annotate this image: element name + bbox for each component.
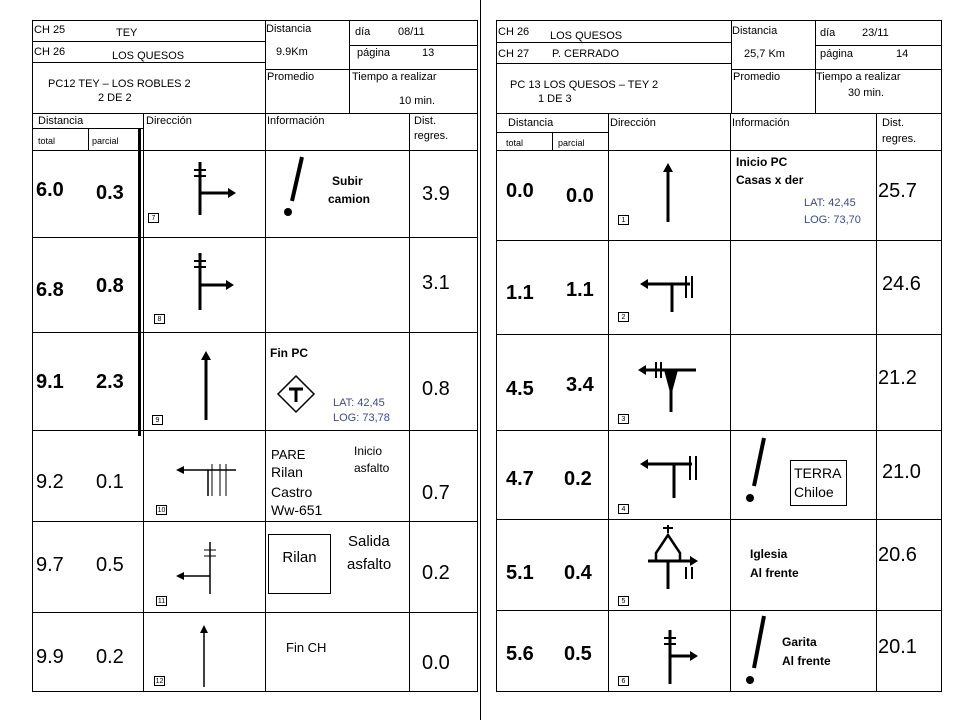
caution-icon xyxy=(738,614,778,689)
caution-icon xyxy=(738,436,778,511)
partial-distance: 0.2 xyxy=(564,468,592,490)
info-line: Castro xyxy=(271,484,313,500)
pagina-label: página xyxy=(820,48,854,60)
partial-distance: 0.8 xyxy=(96,275,124,297)
route-marker-bar xyxy=(138,128,141,436)
info-line2: Al frente xyxy=(782,654,831,668)
info-side1: Salida xyxy=(348,533,390,550)
partial-distance: 0.1 xyxy=(96,471,124,493)
route-line1: PC 13 LOS QUESOS – TEY 2 xyxy=(510,79,659,91)
row-number: 4 xyxy=(618,504,629,514)
route-line1: PC12 TEY – LOS ROBLES 2 xyxy=(48,78,191,90)
col-sub-divider xyxy=(552,132,553,151)
info-log: LOG: 73,70 xyxy=(804,214,861,226)
tiempo-value: 30 min. xyxy=(848,87,885,99)
ch-from-name: TEY xyxy=(116,27,138,39)
info-line: Ww-651 xyxy=(271,502,323,518)
tiempo-label: Tiempo a realizar xyxy=(816,71,901,83)
junction-left-icon xyxy=(636,270,706,315)
col-informacion-label: Información xyxy=(267,115,325,127)
tiempo-value: 10 min. xyxy=(399,95,436,107)
regres-distance: 3.9 xyxy=(422,183,450,205)
row-number: 9 xyxy=(152,415,163,425)
vline-regres xyxy=(409,150,410,692)
dia-value: 23/11 xyxy=(862,27,889,39)
pagina-value: 13 xyxy=(422,47,435,59)
church-junction-icon xyxy=(646,523,706,593)
col-sub-divider xyxy=(88,128,89,151)
info-box-line2: Chiloe xyxy=(794,484,834,500)
regres-distance: 21.0 xyxy=(882,461,921,483)
total-distance: 9.7 xyxy=(36,554,64,576)
ch-to: CH 27 xyxy=(498,48,530,60)
total-distance: 9.2 xyxy=(36,471,64,493)
route-line2: 2 DE 2 xyxy=(98,92,132,104)
col-informacion-label: Información xyxy=(732,117,790,129)
partial-distance: 0.2 xyxy=(96,646,124,668)
row-number: 3 xyxy=(618,414,629,424)
partial-distance: 0.0 xyxy=(566,185,594,207)
col-regres-label: regres. xyxy=(882,133,917,145)
hline-3 xyxy=(32,430,478,431)
dia-label: día xyxy=(355,26,371,38)
col-total-label: total xyxy=(38,136,56,146)
info-box-label: Rilan xyxy=(282,549,317,566)
info-line2: camion xyxy=(328,192,371,206)
ch-to: CH 26 xyxy=(34,46,66,58)
regres-distance: 0.0 xyxy=(422,652,450,674)
hline-3 xyxy=(496,430,942,431)
distancia-label: Distancia xyxy=(732,25,778,37)
straight-arrow-icon xyxy=(656,160,680,225)
row-number: 1 xyxy=(618,215,629,225)
total-distance: 6.0 xyxy=(36,179,64,201)
partial-distance: 3.4 xyxy=(566,374,594,396)
total-distance: 9.1 xyxy=(36,371,64,393)
hline-4 xyxy=(32,521,478,522)
tiempo-label: Tiempo a realizar xyxy=(352,71,437,83)
ch-to-name: LOS QUESOS xyxy=(112,50,185,62)
route-line2: 1 DE 3 xyxy=(538,93,572,105)
total-distance: 5.1 xyxy=(506,562,534,584)
regres-distance: 20.1 xyxy=(878,636,917,658)
row-number: 11 xyxy=(157,598,166,605)
info-side1: Inicio xyxy=(354,444,383,458)
regres-distance: 25.7 xyxy=(878,180,917,202)
pagina-label: página xyxy=(357,47,391,59)
info-line1: Subir xyxy=(332,174,363,188)
regres-distance: 21.2 xyxy=(878,367,917,389)
total-distance: 4.7 xyxy=(506,468,534,490)
col-distancia-label: Distancia xyxy=(38,115,84,127)
info-lat: LAT: 42,45 xyxy=(333,397,385,409)
junction-right-icon xyxy=(182,248,242,318)
roadbook-page-left xyxy=(32,20,478,692)
ch-from: CH 26 xyxy=(498,26,530,38)
regres-distance: 24.6 xyxy=(882,273,921,295)
roadbook-page-right xyxy=(496,20,942,692)
promedio-label: Promedio xyxy=(267,71,315,83)
row-number: 8 xyxy=(154,314,165,324)
ch-to-name: P. CERRADO xyxy=(552,48,620,60)
promedio-label: Promedio xyxy=(733,71,781,83)
info-title: Fin PC xyxy=(270,346,308,360)
regres-distance: 20.6 xyxy=(878,544,917,566)
hline-1 xyxy=(32,237,478,238)
hline-4 xyxy=(496,519,942,520)
col-parcial-label: parcial xyxy=(558,138,585,148)
pagina-value: 14 xyxy=(896,48,909,60)
total-distance: 6.8 xyxy=(36,279,64,301)
total-distance: 4.5 xyxy=(506,378,534,400)
ch-from-cell xyxy=(32,20,266,42)
info-line1: Inicio PC xyxy=(736,155,788,169)
control-point-icon xyxy=(276,374,316,414)
dia-label: día xyxy=(820,27,836,39)
row-number: 10 xyxy=(157,507,166,514)
junction-left-icon xyxy=(172,460,242,500)
regres-distance: 0.2 xyxy=(422,562,450,584)
regres-distance: 0.8 xyxy=(422,378,450,400)
junction-left-icon xyxy=(172,538,242,598)
col-dist-label: Dist. xyxy=(414,115,436,127)
total-distance: 5.6 xyxy=(506,643,534,665)
vline-info xyxy=(265,150,266,692)
col-dist-label: Dist. xyxy=(882,117,904,129)
partial-distance: 0.4 xyxy=(564,562,592,584)
ch-from-name: LOS QUESOS xyxy=(550,30,623,42)
ch-from: CH 25 xyxy=(34,24,66,36)
info-line1: Garita xyxy=(782,635,817,649)
straight-arrow-icon xyxy=(194,624,214,689)
partial-distance: 0.5 xyxy=(564,643,592,665)
page-divider xyxy=(480,0,481,720)
vline-dir xyxy=(143,150,144,692)
body-frame xyxy=(32,150,478,692)
junction-left-icon xyxy=(636,452,706,502)
info-line1: Iglesia xyxy=(750,547,788,561)
partial-distance: 2.3 xyxy=(96,371,124,393)
info-line: PARE xyxy=(271,447,306,462)
row-number: 6 xyxy=(618,676,629,686)
col-direccion-label: Dirección xyxy=(610,117,656,129)
total-distance: 9.9 xyxy=(36,646,64,668)
regres-distance: 0.7 xyxy=(422,482,450,504)
total-distance: 0.0 xyxy=(506,180,534,202)
regres-distance: 3.1 xyxy=(422,272,450,294)
partial-distance: 1.1 xyxy=(566,279,594,301)
distancia-label: Distancia xyxy=(266,23,312,35)
junction-right-icon xyxy=(182,160,242,220)
total-distance: 1.1 xyxy=(506,282,534,304)
junction-left-icon xyxy=(634,356,704,416)
distancia-value: 25,7 Km xyxy=(744,48,785,60)
junction-right-icon xyxy=(652,628,712,688)
dia-value: 08/11 xyxy=(398,26,425,38)
hline-2 xyxy=(496,334,942,335)
info-text: Fin CH xyxy=(286,640,327,655)
info-log: LOG: 73,78 xyxy=(333,412,390,424)
info-line2: Al frente xyxy=(750,566,799,580)
distancia-value: 9.9Km xyxy=(276,46,308,58)
straight-arrow-icon xyxy=(192,348,222,423)
col-total-label: total xyxy=(506,138,524,148)
row-number: 12 xyxy=(155,678,164,685)
row-number: 7 xyxy=(148,213,159,223)
info-line2: Casas x der xyxy=(736,173,804,187)
partial-distance: 0.3 xyxy=(96,182,124,204)
info-side2: asfalto xyxy=(354,461,390,475)
hline-2 xyxy=(32,332,478,333)
col-direccion-label: Dirección xyxy=(146,115,192,127)
hline-5 xyxy=(496,610,942,611)
row-number: 5 xyxy=(618,596,629,606)
col-parcial-label: parcial xyxy=(92,136,119,146)
info-side2: asfalto xyxy=(347,556,392,573)
info-box-line1: TERRA xyxy=(794,465,842,481)
row-number: 2 xyxy=(618,312,629,322)
info-line: Rilan xyxy=(271,464,303,480)
partial-distance: 0.5 xyxy=(96,554,124,576)
col-distancia-label: Distancia xyxy=(508,117,554,129)
info-lat: LAT: 42,45 xyxy=(804,197,856,209)
hline-1 xyxy=(496,240,942,241)
caution-icon xyxy=(276,155,316,225)
hline-5 xyxy=(32,612,478,613)
col-regres-label: regres. xyxy=(414,130,449,142)
